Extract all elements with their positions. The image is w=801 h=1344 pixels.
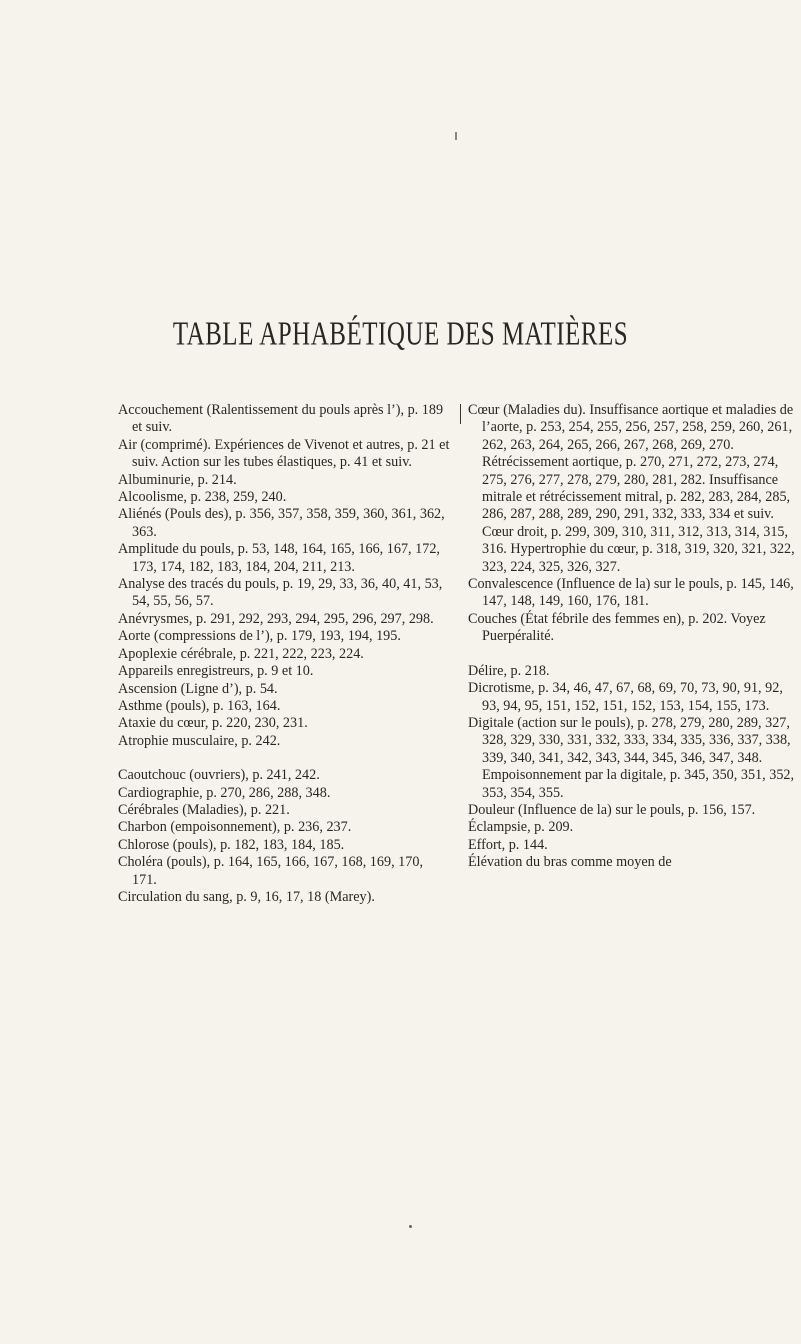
- print-dot: [409, 1225, 412, 1228]
- index-entry: Cardiographie, p. 270, 286, 288, 348.: [118, 784, 331, 801]
- index-entry: Circulation du sang, p. 9, 16, 17, 18 (Marey).: [118, 888, 375, 905]
- index-entry: Délire, p. 218.: [468, 662, 550, 679]
- index-entry: Aliénés (Pouls des), p. 356, 357, 358, 359, 360, 361, 362, 363.: [118, 506, 445, 540]
- index-entry: Albuminurie, p. 214.: [118, 471, 237, 488]
- index-entry: Analyse des tracés du pouls, p. 19, 29, 33, 36, 40, 41, 53, 54, 55, 56, 57.: [118, 576, 443, 610]
- index-entry: Digitale (action sur le pouls), p. 278, 279, 280, 289, 327, 328, 329, 330, 331, 332, 333, 334, 335, 336, 337, 338, 339, 340, 341, 342, 343, 344, 345, 346, 347, 348. Empoisonnement par la digitale, p. 345, 350, 351, 352, 353, 354, 355.: [468, 714, 795, 801]
- index-entry: Appareils enregistreurs, p. 9 et 10.: [118, 663, 314, 680]
- index-entry: Douleur (Influence de la) sur le pouls, p. 156, 157.: [468, 801, 756, 818]
- index-entry: Choléra (pouls), p. 164, 165, 166, 167, 168, 169, 170, 171.: [118, 854, 424, 888]
- index-entry: Accouchement (Ralentissement du pouls après l’), p. 189 et suiv.: [118, 402, 444, 436]
- index-entry: Charbon (empoisonnement), p. 236, 237.: [118, 819, 352, 836]
- index-entry: Cérébrales (Maladies), p. 221.: [118, 801, 290, 818]
- index-entry: Aorte (compressions de l’), p. 179, 193, 194, 195.: [118, 628, 401, 645]
- index-entry: Ascension (Ligne d’), p. 54.: [118, 680, 278, 697]
- column-divider: [460, 404, 461, 424]
- index-entry: Élévation du bras comme moyen de: [468, 854, 672, 871]
- index-entry: Couches (État fébrile des femmes en), p. 202. Voyez Puerpéralité.: [468, 610, 766, 645]
- print-mark: [455, 132, 457, 140]
- section-gap: [118, 750, 450, 767]
- index-entry: Anévrysmes, p. 291, 292, 293, 294, 295, 296, 297, 298.: [118, 610, 434, 627]
- index-entry: Chlorose (pouls), p. 182, 183, 184, 185.: [118, 836, 345, 853]
- page-title: TABLE APHABÉTIQUE DES MATIÈRES: [172, 316, 629, 353]
- index-column-right: [468, 402, 801, 872]
- index-entry: Cœur (Maladies du). Insuffisance aortique et maladies de l’aorte, p. 253, 254, 255, 256, 257, 258, 259, 260, 261, 262, 263, 264, 265, 266, 267, 268, 269, 270. Rétrécissement aortique, p. 270, 271, 272, 273, 274, 275, 276, 277, 278, 279, 280, 281, 282. Insuffisance mitrale et rétrécissement mitral, p. 282, 283, 284, 285, 286, 287, 288, 289, 290, 291, 332, 333, 334 et suiv. Cœur droit, p. 299, 309, 310, 311, 312, 313, 314, 315, 316. Hypertrophie du cœur, p. 318, 319, 320, 321, 322, 323, 224, 325, 326, 327.: [468, 402, 795, 575]
- index-entry: Alcoolisme, p. 238, 259, 240.: [118, 489, 287, 506]
- index-entry: Caoutchouc (ouvriers), p. 241, 242.: [118, 767, 320, 784]
- section-gap: [468, 646, 801, 663]
- index-entry: Amplitude du pouls, p. 53, 148, 164, 165, 166, 167, 172, 173, 174, 182, 183, 184, 204, 211, 213.: [118, 541, 440, 575]
- index-entry: Air (comprimé). Expériences de Vivenot et autres, p. 21 et suiv. Action sur les tubes élastiques, p. 41 et suiv.: [118, 436, 450, 471]
- index-entry: Éclampsie, p. 209.: [468, 819, 574, 836]
- index-entry: Convalescence (Influence de la) sur le pouls, p. 145, 146, 147, 148, 149, 160, 176, 181.: [468, 576, 794, 610]
- index-entry: Effort, p. 144.: [468, 836, 548, 853]
- index-entry: Asthme (pouls), p. 163, 164.: [118, 697, 281, 714]
- index-entry: Apoplexie cérébrale, p. 221, 222, 223, 224.: [118, 645, 364, 662]
- index-entry: Atrophie musculaire, p. 242.: [118, 732, 281, 749]
- index-column-left: [118, 402, 450, 906]
- index-entry: Dicrotisme, p. 34, 46, 47, 67, 68, 69, 70, 73, 90, 91, 92, 93, 94, 95, 151, 152, 151, 152, 153, 154, 155, 173.: [468, 680, 783, 714]
- index-entry: Ataxie du cœur, p. 220, 230, 231.: [118, 715, 308, 732]
